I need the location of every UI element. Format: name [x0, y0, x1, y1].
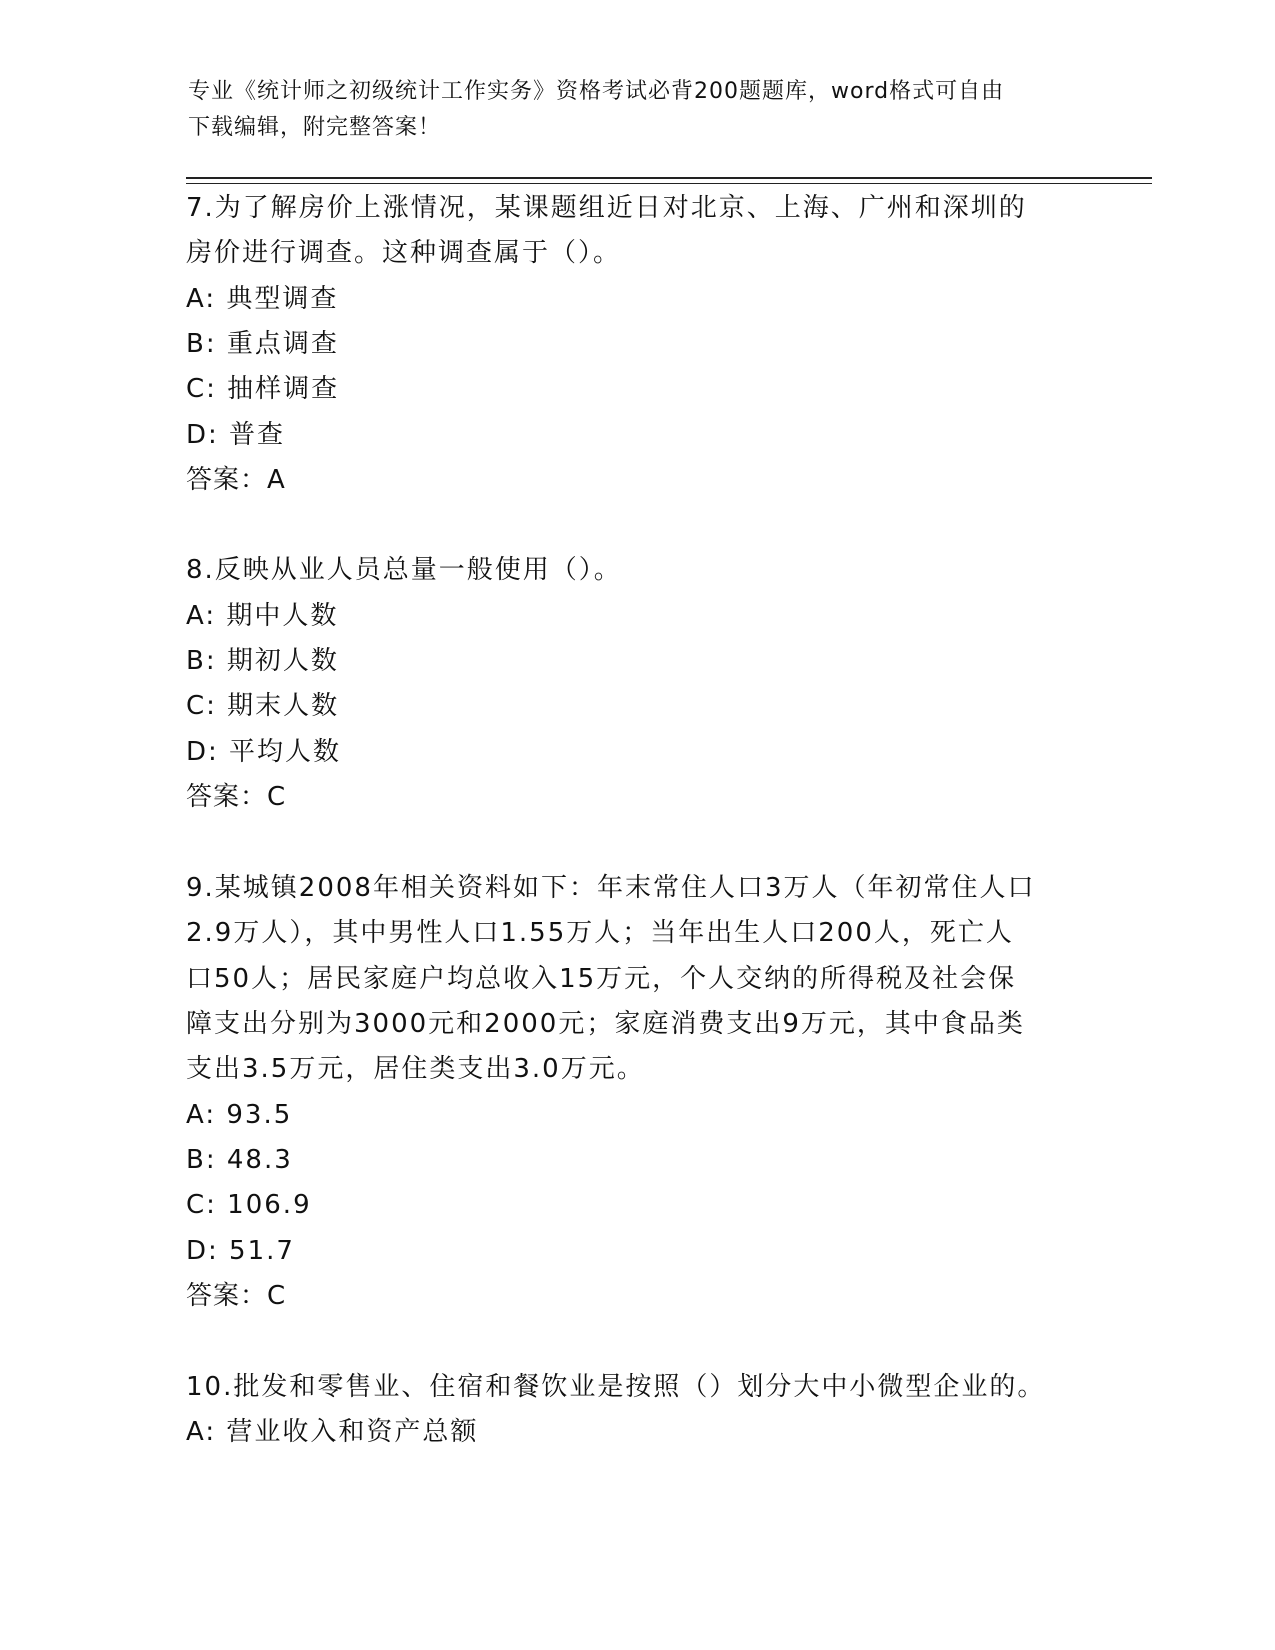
question-7-option-a: A: 典型调查 [186, 284, 339, 314]
question-9-stem-line-5: 支出3.5万元，居住类支出3.0万元。 [186, 1054, 645, 1084]
question-8-option-b: B: 期初人数 [186, 646, 339, 676]
question-9-stem-line-3: 口50人；居民家庭户均总收入15万元，个人交纳的所得税及社会保 [186, 964, 1017, 994]
question-8-option-c: C: 期末人数 [186, 691, 340, 721]
question-9-option-d: D: 51.7 [186, 1236, 295, 1266]
question-8-option-d: D: 平均人数 [186, 737, 342, 767]
header-rule-thin [186, 183, 1152, 184]
question-10-stem-line-1: 10.批发和零售业、住宿和餐饮业是按照（）划分大中小微型企业的。 [186, 1372, 1046, 1402]
question-7-stem-line-2: 房价进行调查。这种调查属于（）。 [186, 238, 622, 268]
header-line-1: 专业《统计师之初级统计工作实务》资格考试必背200题题库，word格式可自由 [188, 79, 1005, 104]
question-8-answer: 答案：C [186, 782, 287, 812]
question-7-option-c: C: 抽样调查 [186, 374, 340, 404]
question-9-stem-line-1: 9.某城镇2008年相关资料如下：年末常住人口3万人（年初常住人口 [186, 873, 1036, 903]
question-8-stem-line-1: 8.反映从业人员总量一般使用（）。 [186, 555, 622, 585]
header-line-2: 下载编辑，附完整答案！ [188, 115, 442, 140]
question-7-answer: 答案：A [186, 465, 286, 495]
question-10-option-a: A: 营业收入和资产总额 [186, 1417, 479, 1447]
question-9-stem-line-4: 障支出分别为3000元和2000元；家庭消费支出9万元，其中食品类 [186, 1009, 1025, 1039]
question-7-option-b: B: 重点调查 [186, 329, 339, 359]
question-9-option-c: C: 106.9 [186, 1190, 312, 1220]
question-9-option-a: A: 93.5 [186, 1100, 293, 1130]
question-9-answer: 答案：C [186, 1281, 287, 1311]
header-rule-thick [186, 177, 1152, 179]
question-8-option-a: A: 期中人数 [186, 601, 339, 631]
question-7-stem-line-1: 7.为了解房价上涨情况，某课题组近日对北京、上海、广州和深圳的 [186, 193, 1027, 223]
question-9-stem-line-2: 2.9万人），其中男性人口1.55万人；当年出生人口200人，死亡人 [186, 918, 1014, 948]
document-header [188, 74, 1068, 146]
question-9-option-b: B: 48.3 [186, 1145, 293, 1175]
question-7-option-d: D: 普查 [186, 420, 286, 450]
